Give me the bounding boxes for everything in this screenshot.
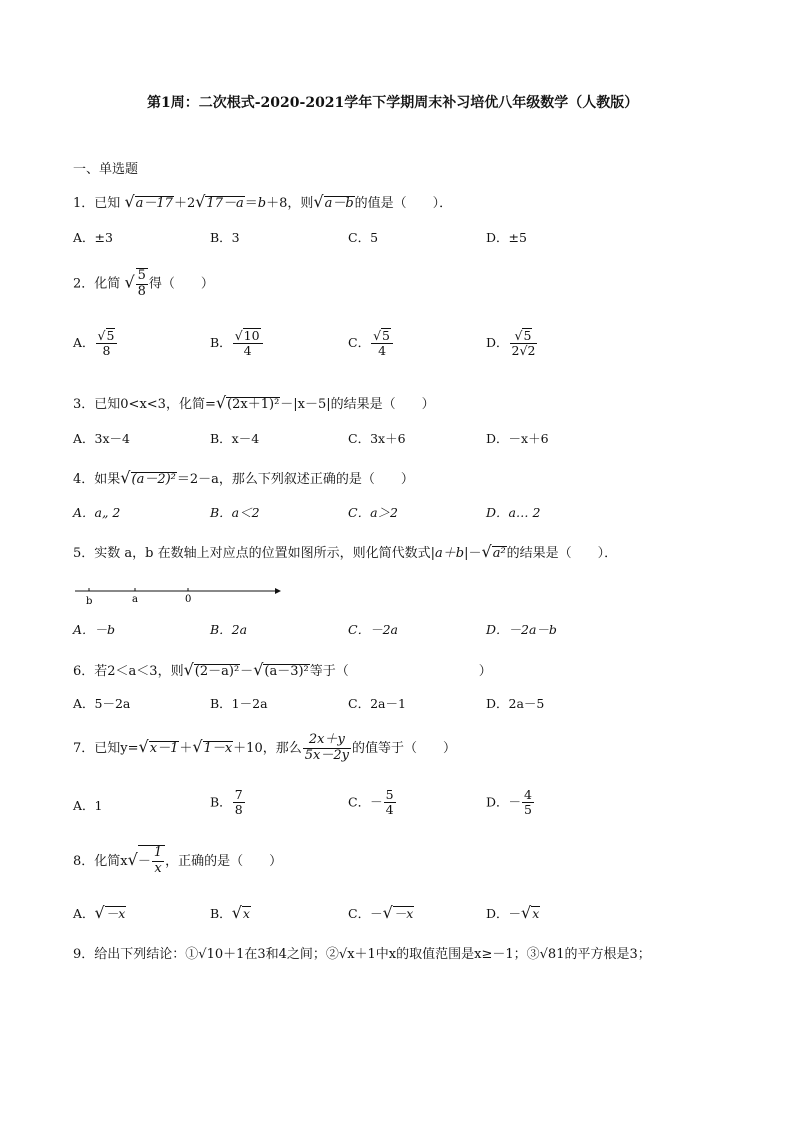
question-4: 4．如果√(a－2)²＝2－a，那么下列叙述正确的是（ ）	[73, 468, 414, 487]
axis-label-b: b	[86, 596, 93, 607]
axis-label-0: 0	[185, 594, 192, 605]
number-line	[73, 583, 283, 609]
question-3: 3．已知0<x<3，化简=√(2x＋1)²－|x－5|的结果是（ ）	[73, 393, 435, 412]
q4-option-d[interactable]: D．a… 2	[486, 505, 541, 520]
question-5: 5．实数 a，b 在数轴上对应点的位置如图所示，则化简代数式|a＋b|－√a²的结果是（ ）．	[73, 542, 618, 561]
q8-option-d[interactable]: D．－√x	[486, 903, 540, 922]
question-7: 7．已知y=√x－1＋√1－x＋10，那么 $\frac{2x+y}{5x-2y}$ 的值等于（ ）	[73, 732, 456, 763]
q3-option-c[interactable]: C．3x＋6	[348, 431, 406, 446]
q7-option-c[interactable]: C．－ $\frac{5}{4}$	[348, 787, 394, 818]
q5-option-a[interactable]: A．－b	[73, 622, 116, 637]
q8-option-a[interactable]: A．√－x	[73, 903, 126, 922]
q2-option-b[interactable]: B． $\frac{√10}{4}$	[210, 328, 264, 359]
q6-option-b[interactable]: B．1－2a	[210, 696, 268, 711]
q4-option-c[interactable]: C．a＞2	[348, 505, 398, 520]
question-6: 6．若2＜a＜3，则√(2－a)²－√(a－3)²等于（ ）	[73, 660, 492, 679]
q5-option-b[interactable]: B．2a	[210, 622, 248, 637]
question-1: 1．已知 √a－17＋2√17－a＝b＋8，则√a－b的值是（ ）．	[73, 192, 453, 211]
q5-option-d[interactable]: D．－2a－b	[486, 622, 557, 637]
q8-option-c[interactable]: C．－√－x	[348, 903, 414, 922]
q6-option-d[interactable]: D．2a－5	[486, 696, 545, 711]
section-heading: 一、单选题	[73, 162, 139, 177]
q2-option-a[interactable]: A． $\frac{√5}{8}$	[73, 328, 118, 359]
question-8: 8．化简x√－ $\frac{1}{x}$ ，正确的是（ ）	[73, 845, 283, 876]
q5-option-c[interactable]: C．－2a	[348, 622, 398, 637]
q8-option-b[interactable]: B．√x	[210, 903, 250, 922]
q1-option-c[interactable]: C．5	[348, 230, 379, 245]
q1-option-d[interactable]: D．±5	[486, 230, 527, 245]
axis-label-a: a	[132, 594, 138, 605]
q3-option-b[interactable]: B．x－4	[210, 431, 260, 446]
q6-option-c[interactable]: C．2a－1	[348, 696, 406, 711]
q4-option-a[interactable]: A．a„ 2	[73, 505, 121, 520]
question-9: 9．给出下列结论：①√10＋1在3和4之间；②√x＋1中x的取值范围是x≥－1；③√81的平方根是3；	[73, 947, 651, 962]
q3-option-a[interactable]: A．3x－4	[73, 431, 130, 446]
q7-option-d[interactable]: D．－ $\frac{4}{5}$	[486, 787, 532, 818]
q6-option-a[interactable]: A．5－2a	[73, 696, 131, 711]
axis-arrow	[275, 588, 281, 594]
q1-option-a[interactable]: A．±3	[73, 230, 113, 245]
q2-option-d[interactable]: D． $\frac{√5}{2√2}$	[486, 328, 536, 359]
q4-option-b[interactable]: B．a＜2	[210, 505, 260, 520]
q2-option-c[interactable]: C． $\frac{√5}{4}$	[348, 328, 394, 359]
q3-option-d[interactable]: D．－x＋6	[486, 431, 549, 446]
q7-option-a[interactable]: A．1	[73, 798, 103, 813]
q1-option-b[interactable]: B．3	[210, 230, 240, 245]
q7-option-b[interactable]: B． $\frac{7}{8}$	[210, 787, 243, 818]
page-title: 第1周：二次根式-2020-2021学年下学期周末补习培优八年级数学（人教版）	[147, 95, 639, 111]
question-2: 2．化简 √ $\frac{5}{8}$ 得（ ）	[73, 268, 214, 299]
